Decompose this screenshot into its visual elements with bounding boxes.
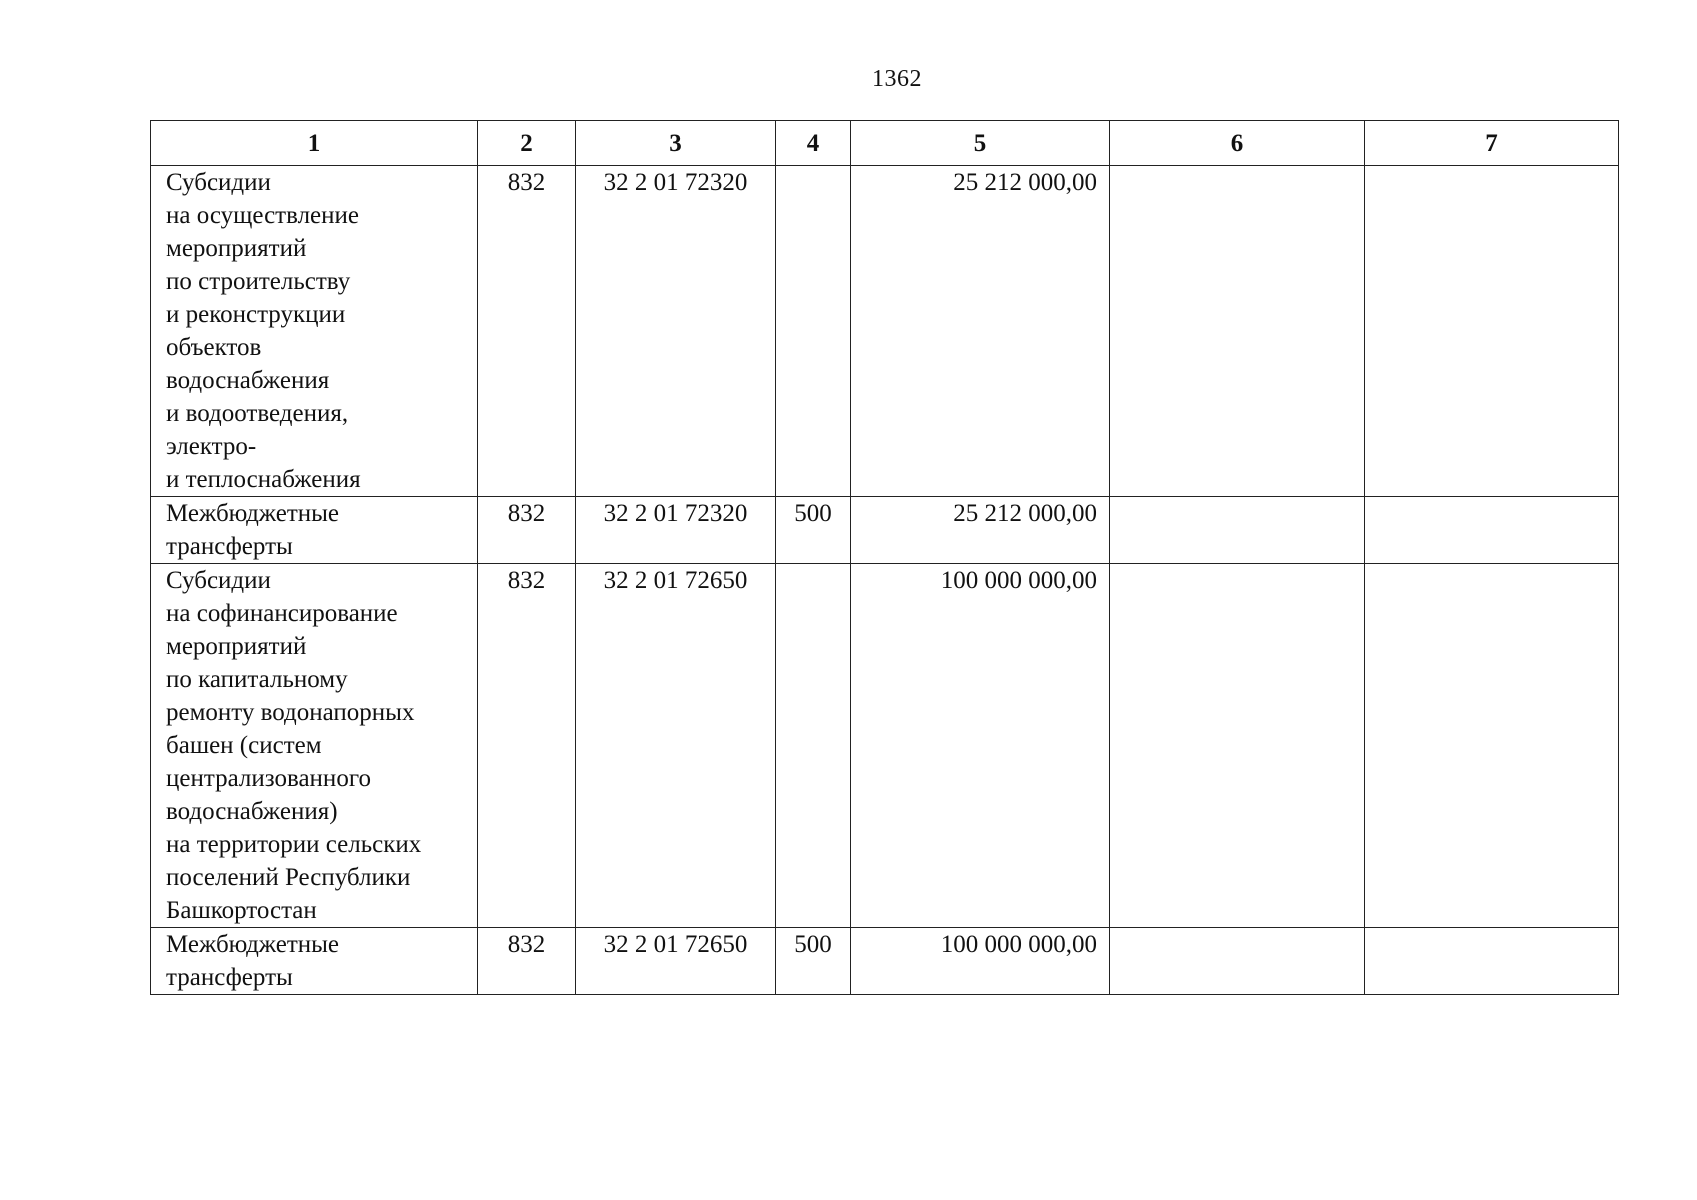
row-name-line: ремонту водонапорных <box>166 699 415 726</box>
row-col7 <box>1365 166 1619 497</box>
row-expense-type: 500 <box>776 928 851 995</box>
table-row <box>151 928 1619 995</box>
row-name-line: по капитальному <box>166 666 348 693</box>
row-expense-type: 500 <box>776 497 851 564</box>
row-name-line: на софинансирование <box>166 600 398 627</box>
row-name-line: Субсидии <box>166 169 271 196</box>
row-col6 <box>1110 497 1365 564</box>
row-name-line: на территории сельских <box>166 831 422 858</box>
row-name-line: мероприятий <box>166 235 307 262</box>
row-department-code: 832 <box>478 928 576 995</box>
row-name-line: Башкортостан <box>166 897 317 924</box>
column-header-3: 3 <box>576 121 776 166</box>
row-amount: 100 000 000,00 <box>851 564 1110 928</box>
row-name-cell <box>151 166 478 497</box>
row-target-article: 32 2 01 72320 <box>576 497 776 564</box>
row-name-line: электро- <box>166 433 257 460</box>
row-name-line: башен (систем <box>166 732 322 759</box>
row-col6 <box>1110 928 1365 995</box>
row-name-line: водоснабжения) <box>166 798 338 825</box>
row-amount: 25 212 000,00 <box>851 497 1110 564</box>
row-col7 <box>1365 564 1619 928</box>
row-name-line: водоснабжения <box>166 367 330 394</box>
column-header-4: 4 <box>776 121 851 166</box>
row-col7 <box>1365 928 1619 995</box>
row-name-cell <box>151 497 478 564</box>
row-department-code: 832 <box>478 166 576 497</box>
row-target-article: 32 2 01 72650 <box>576 928 776 995</box>
column-header-7: 7 <box>1365 121 1619 166</box>
row-name-line: Субсидии <box>166 567 271 594</box>
header-row <box>151 121 1619 166</box>
row-name-line: Межбюджетные <box>166 500 340 527</box>
row-name-line: мероприятий <box>166 633 307 660</box>
row-name-line: и реконструкции <box>166 301 346 328</box>
row-expense-type <box>776 166 851 497</box>
column-header-2: 2 <box>478 121 576 166</box>
row-name-line: Межбюджетные <box>166 931 340 958</box>
table-row <box>151 497 1619 564</box>
row-name-cell <box>151 928 478 995</box>
row-name-cell <box>151 564 478 928</box>
row-target-article: 32 2 01 72650 <box>576 564 776 928</box>
page-number: 1362 <box>872 66 922 92</box>
row-department-code: 832 <box>478 497 576 564</box>
row-name-line: трансферты <box>166 533 293 560</box>
row-name-line: и водоотведения, <box>166 400 349 427</box>
budget-table <box>150 120 1619 995</box>
column-header-1: 1 <box>151 121 478 166</box>
table-row <box>151 564 1619 928</box>
row-col7 <box>1365 497 1619 564</box>
row-amount: 100 000 000,00 <box>851 928 1110 995</box>
row-col6 <box>1110 564 1365 928</box>
row-name-line: централизованного <box>166 765 371 792</box>
table-row <box>151 166 1619 497</box>
row-name-line: на осуществление <box>166 202 360 229</box>
row-name-line: трансферты <box>166 964 293 991</box>
row-name-line: поселений Республики <box>166 864 411 891</box>
row-amount: 25 212 000,00 <box>851 166 1110 497</box>
row-name-line: по строительству <box>166 268 351 295</box>
row-name-line: объектов <box>166 334 262 361</box>
row-department-code: 832 <box>478 564 576 928</box>
row-expense-type <box>776 564 851 928</box>
row-target-article: 32 2 01 72320 <box>576 166 776 497</box>
row-col6 <box>1110 166 1365 497</box>
column-header-5: 5 <box>851 121 1110 166</box>
column-header-6: 6 <box>1110 121 1365 166</box>
row-name-line: и теплоснабжения <box>166 466 361 493</box>
